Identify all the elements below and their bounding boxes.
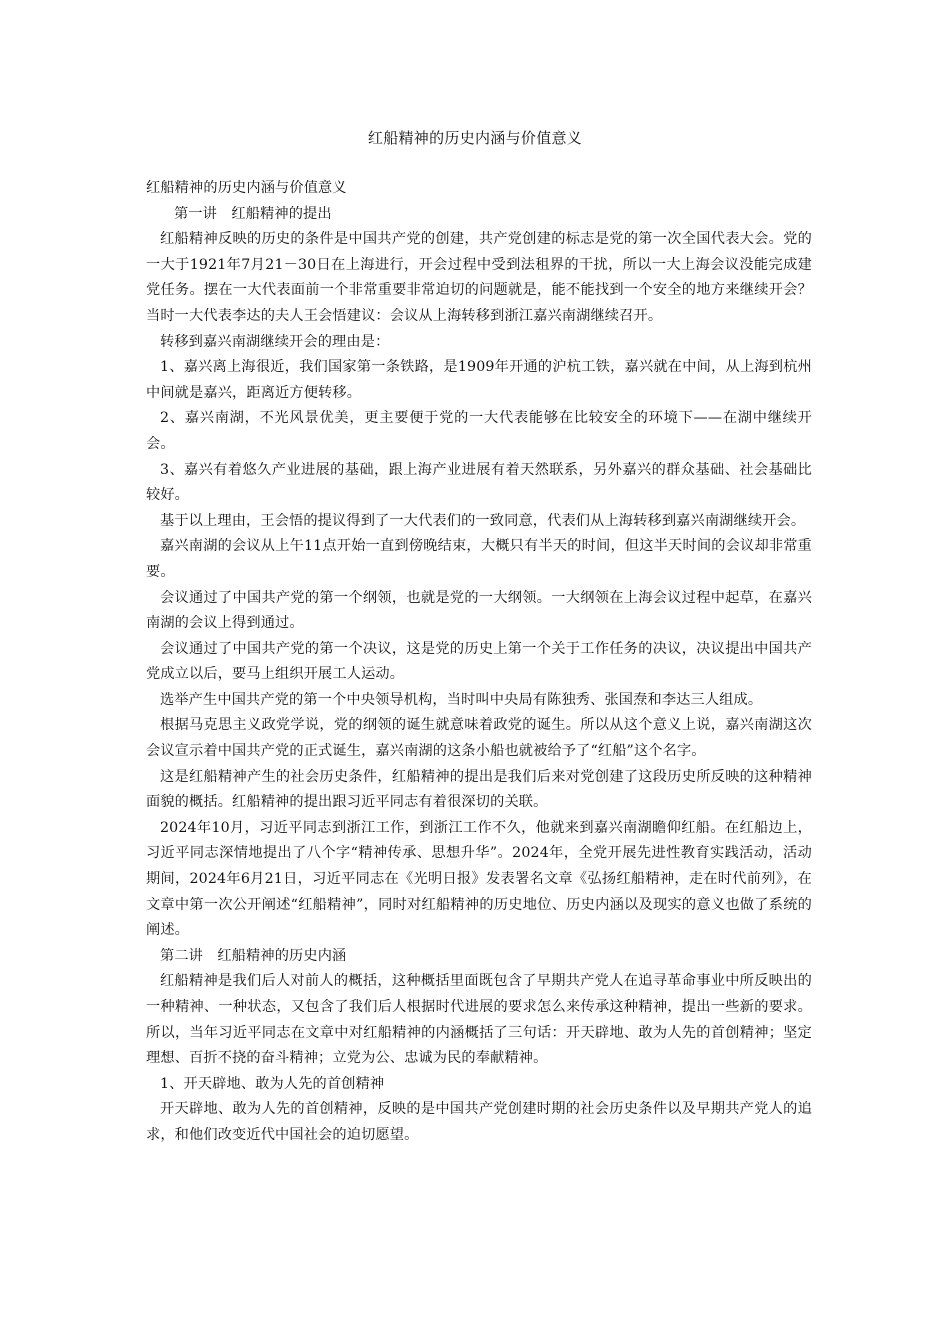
- paragraph: 2024年10月，习近平同志到浙江工作，到浙江工作不久，他就来到嘉兴南湖瞻仰红船。在红船边上，习近平同志深情地提出了八个字“精神传承、思想升华”。2024年，全党开展先进性教育实践活动，活动期间，2024年6月21日，习近平同志在《光明日报》发表署名文章《弘扬红船精神，走在时代前列》，在文章中第一次公开阐述“红船精神”，同时对红船精神的历史地位、历史内涵以及现实的意义也做了系统的阐述。: [146, 819, 812, 939]
- paragraph: 这是红船精神产生的社会历史条件，红船精神的提出是我们后来对党创建了这段历史所反映的这种精神面貌的概括。红船精神的提出跟习近平同志有着很深切的关联。: [146, 768, 812, 811]
- paragraph: 开天辟地、敢为人先的首创精神，反映的是中国共产党创建时期的社会历史条件以及早期共产党人的追求，和他们改变近代中国社会的迫切愿望。: [146, 1101, 812, 1143]
- paragraph: 会议通过了中国共产党的第一个纲领，也就是党的一大纲领。一大纲领在上海会议过程中起草，在嘉兴南湖的会议上得到通过。: [146, 589, 812, 632]
- paragraph: 嘉兴南湖的会议从上午11点开始一直到傍晚结束，大概只有半天的时间，但这半天时间的会议却非常重要。: [146, 538, 812, 580]
- document-title: 红船精神的历史内涵与价值意义: [367, 129, 583, 147]
- paragraph: 会议通过了中国共产党的第一个决议，这是党的历史上第一个关于工作任务的决议，决议提出中国共产党成立以后，要马上组织开展工人运动。: [146, 640, 812, 683]
- paragraph: 基于以上理由，王会悟的提议得到了一大代表们的一致同意，代表们从上海转移到嘉兴南湖继续开会。: [160, 512, 806, 529]
- paragraph: 3、嘉兴有着悠久产业进展的基础，跟上海产业进展有着天然联系，另外嘉兴的群众基础、社会基础比较好。: [146, 461, 812, 504]
- paragraph: 2、嘉兴南湖，不光风景优美，更主要便于党的一大代表能够在比较安全的环境下——在湖中继续开会。: [146, 410, 812, 452]
- paragraph: 转移到嘉兴南湖继续开会的理由是：: [160, 333, 390, 350]
- paragraph: 选举产生中国共产党的第一个中央领导机构，当时叫中央局有陈独秀、张国焘和李达三人组成。: [160, 691, 763, 708]
- paragraph: 第二讲 红船精神的历史内涵: [160, 947, 347, 964]
- paragraph: 红船精神是我们后人对前人的概括，这种概括里面既包含了早期共产党人在追寻革命事业中所反映出的一种精神、一种状态，又包含了我们后人根据时代进展的要求怎么来传承这种精神，提出一些新的要求。所以，当年习近平同志在文章中对红船精神的内涵概括了三句话：开天辟地、敢为人先的首创精神；坚定理想、百折不挠的奋斗精神；立党为公、忠诚为民的奉献精神。: [146, 973, 812, 1067]
- paragraph: 1、开天辟地、敢为人先的首创精神: [160, 1075, 385, 1092]
- paragraph: 根据马克思主义政党学说，党的纲领的诞生就意味着政党的诞生。所以从这个意义上说，嘉兴南湖这次会议宣示着中国共产党的正式诞生，嘉兴南湖的这条小船也就被给予了“红船”这个名字。: [146, 717, 812, 760]
- paragraph: 红船精神的历史内涵与价值意义: [146, 180, 347, 196]
- document-body: [146, 176, 812, 1149]
- paragraph: 1、嘉兴离上海很近，我们国家第一条铁路，是1909年开通的沪杭工铁，嘉兴就在中间，从上海到杭州中间就是嘉兴，距离近方便转移。: [146, 359, 812, 401]
- paragraph: 红船精神反映的历史的条件是中国共产党的创建，共产党创建的标志是党的第一次全国代表大会。党的一大于1921年7月21－30日在上海进行，开会过程中受到法租界的干扰，所以一大上海会议没能完成建党任务。摆在一大代表面前一个非常重要非常迫切的问题就是，能不能找到一个安全的地方来继续开会？当时一大代表李达的夫人王会悟建议：会议从上海转移到浙江嘉兴南湖继续召开。: [146, 231, 812, 324]
- paragraph: 第一讲 红船精神的提出: [174, 205, 332, 222]
